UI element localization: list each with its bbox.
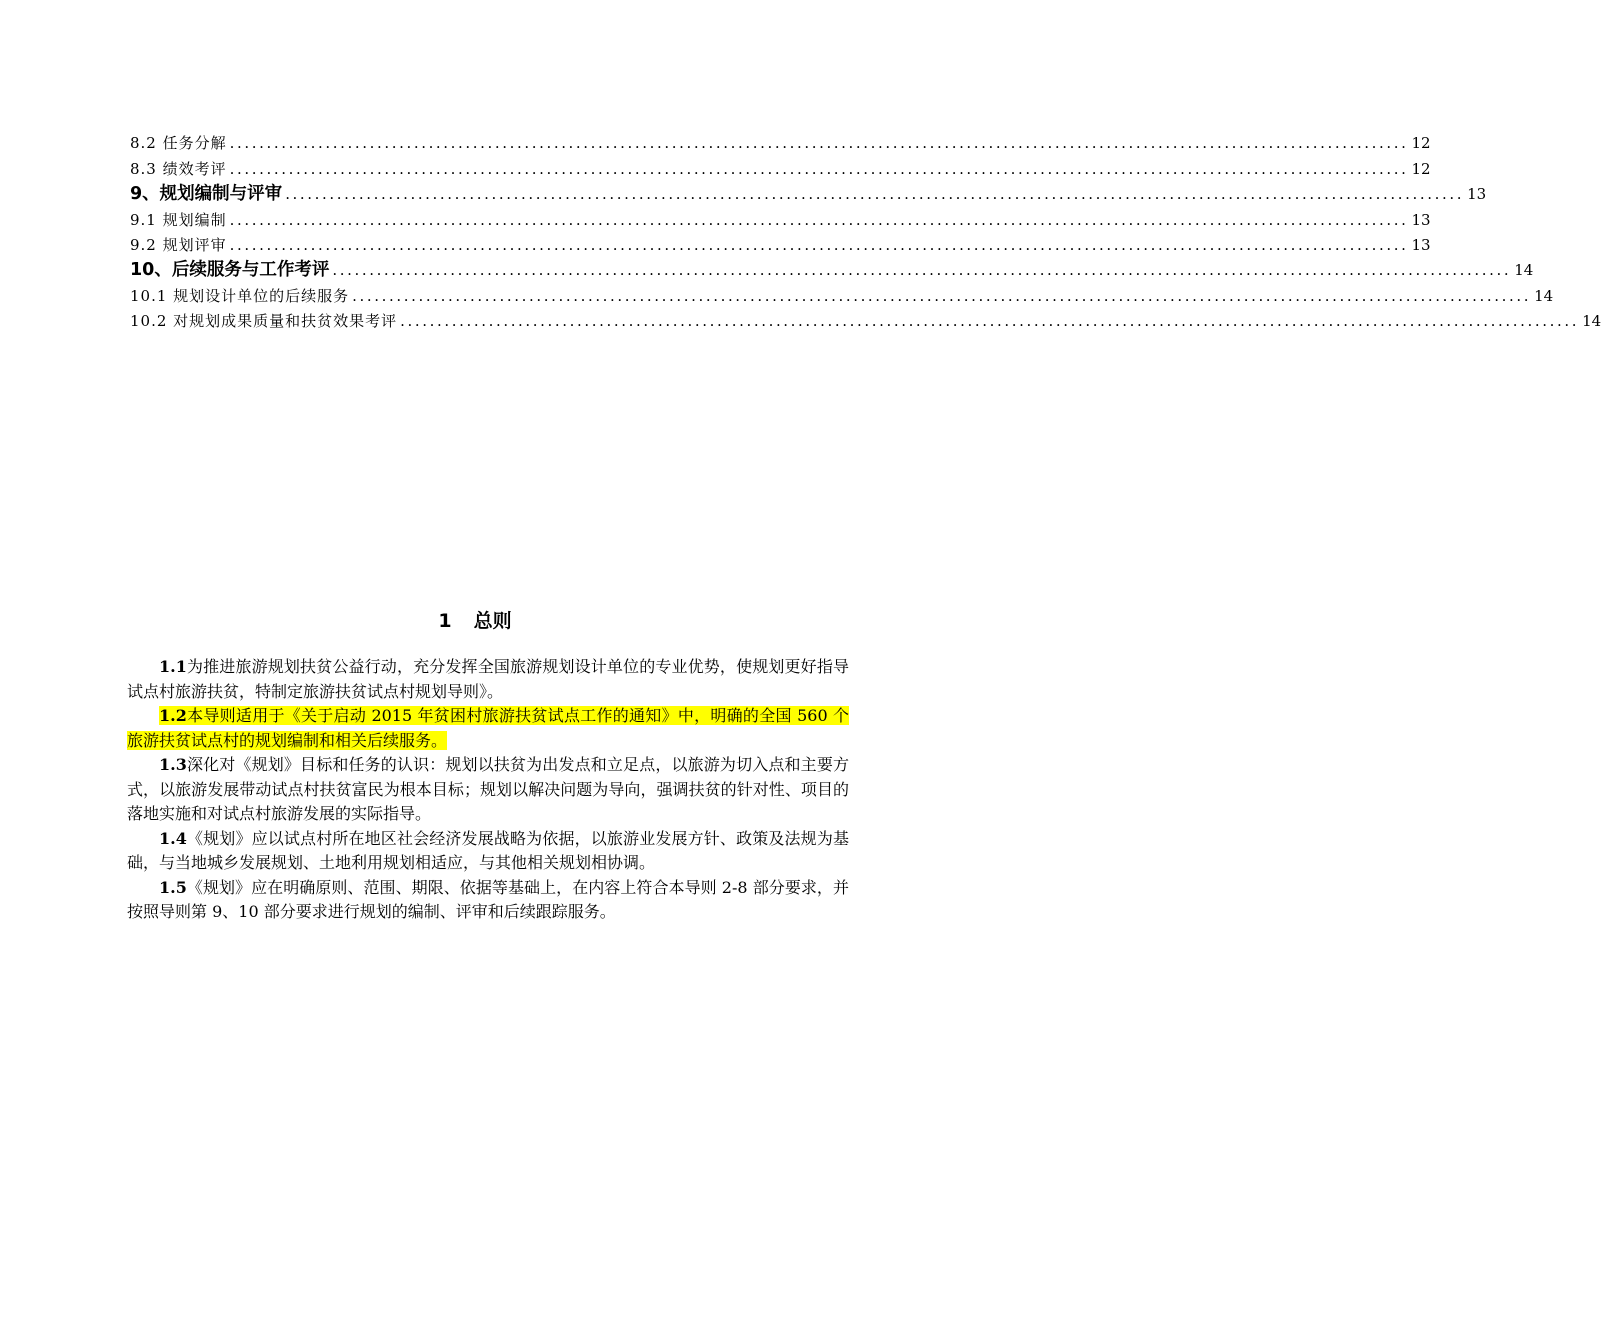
toc-leader-dots: ................................................................................................................................................................	[229, 210, 1409, 229]
paragraph-number: 1.2	[159, 706, 187, 725]
section-number: 1	[438, 610, 452, 632]
toc-leader-dots: ................................................................................................................................................................	[285, 185, 1465, 204]
toc-page-number: 14	[1514, 261, 1534, 280]
paragraph-number: 1.5	[159, 877, 187, 897]
toc-page-number: 14	[1582, 312, 1601, 331]
paragraph-1-4	[127, 827, 849, 876]
toc-entry-10[interactable]	[130, 255, 1534, 281]
toc-page-number: 14	[1534, 286, 1554, 305]
toc-page-number: 12	[1411, 159, 1431, 178]
section-body	[127, 655, 849, 925]
toc-leader-dots: ................................................................................................................................................................	[229, 159, 1409, 178]
toc-entry-title: 10.1 规划设计单位的后续服务	[130, 286, 350, 305]
toc-entry-title: 8.2 任务分解	[130, 134, 227, 153]
toc-entry-9-1[interactable]	[130, 204, 1431, 229]
paragraph-text: 本导则适用于《关于启动 2015 年贫困村旅游扶贫试点工作的通知》中，明确的全国 560 个旅游扶贫试点村的规划编制和相关后续服务。	[127, 706, 849, 750]
toc-entry-title: 10、后续服务与工作考评	[130, 260, 330, 281]
toc-entry-9-2[interactable]	[130, 230, 1431, 255]
paragraph-1-2-highlighted	[127, 704, 849, 753]
toc-entry-title: 9.2 规划评审	[130, 235, 227, 254]
paragraph-text: 深化对《规划》目标和任务的认识：规划以扶贫为出发点和立足点，以旅游为切入点和主要方式，以旅游发展带动试点村扶贫富民为根本目标；规划以解决问题为导向，强调扶贫的针对性、项目的落地实施和对试点村旅游发展的实际指导。	[127, 755, 849, 823]
toc-leader-dots: ................................................................................................................................................................	[229, 235, 1409, 254]
toc-entry-8-3[interactable]	[130, 153, 1431, 178]
paragraph-text: 《规划》应在明确原则、范围、期限、依据等基础上，在内容上符合本导则 2-8 部分要求，并按照导则第 9、10 部分要求进行规划的编制、评审和后续跟踪服务。	[127, 877, 849, 921]
paragraph-number: 1.3	[159, 755, 187, 774]
toc-entry-10-2[interactable]	[130, 306, 1601, 331]
toc-entry-title: 10.2 对规划成果质量和扶贫效果考评	[130, 312, 398, 331]
toc-entry-title: 8.3 绩效考评	[130, 159, 227, 178]
toc-leader-dots: ................................................................................................................................................................	[229, 134, 1409, 153]
toc-page-number: 13	[1467, 185, 1487, 204]
toc-leader-dots: ................................................................................................................................................................	[352, 286, 1532, 305]
paragraph-1-1	[127, 655, 849, 704]
paragraph-1-5	[127, 876, 849, 925]
paragraph-text: 《规划》应以试点村所在地区社会经济发展战略为依据，以旅游业发展方针、政策及法规为基础，与当地城乡发展规划、土地利用规划相适应，与其他相关规划相协调。	[127, 828, 849, 872]
toc-entry-9[interactable]	[130, 179, 1487, 205]
paragraph-1-3	[127, 753, 849, 827]
paragraph-text: 为推进旅游规划扶贫公益行动，充分发挥全国旅游规划设计单位的专业优势，使规划更好指导试点村旅游扶贫，特制定旅游扶贫试点村规划导则》。	[127, 657, 849, 701]
toc-entry-8-2[interactable]	[130, 128, 1431, 153]
toc-page-number: 13	[1411, 235, 1431, 254]
table-of-contents	[130, 128, 1601, 331]
section-heading-text: 总则	[473, 610, 512, 632]
toc-page-number: 12	[1411, 134, 1431, 153]
toc-entry-10-1[interactable]	[130, 280, 1554, 305]
toc-leader-dots: ................................................................................................................................................................	[400, 312, 1580, 331]
toc-page-number: 13	[1411, 210, 1431, 229]
paragraph-number: 1.4	[159, 828, 187, 848]
toc-entry-title: 9.1 规划编制	[130, 210, 227, 229]
section-heading	[0, 606, 950, 633]
toc-leader-dots: ................................................................................................................................................................	[332, 261, 1512, 280]
toc-entry-title: 9、规划编制与评审	[130, 184, 283, 205]
paragraph-number: 1.1	[159, 657, 187, 676]
